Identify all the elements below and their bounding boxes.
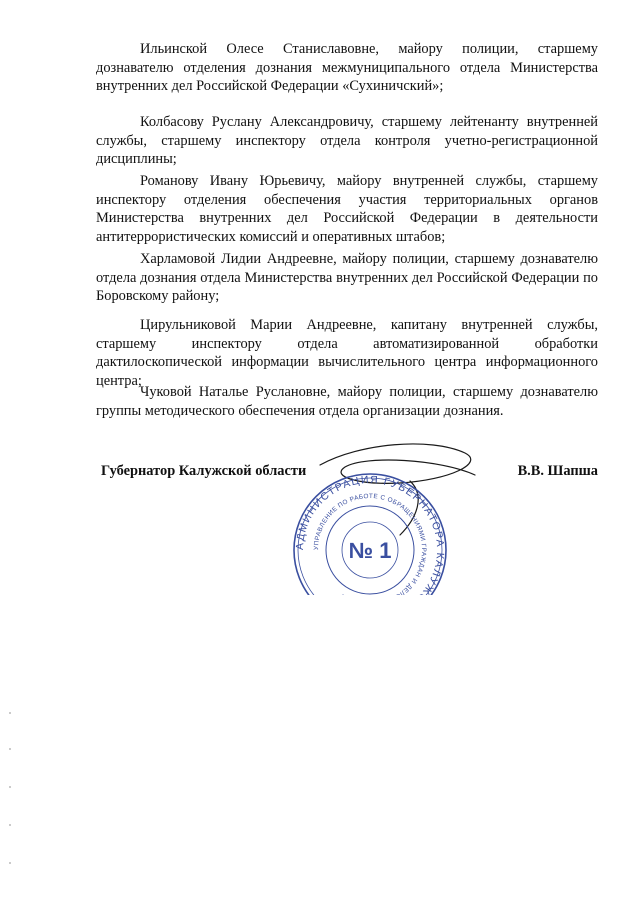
signatory-title: Губернатор Калужской области	[101, 463, 307, 479]
paragraph-tsirulnikova: Цирульниковой Марии Андреевне, капитану внутренней службы, старшему инспектору отдела автоматизированной обработки дактилоскопической информации вычислительного центра информационного центра;	[96, 317, 598, 389]
stamp-outer-text: АДМИНИСТРАЦИЯ ГУБЕРНАТОРА КАЛУЖ	[293, 473, 447, 595]
margin-dot	[9, 862, 11, 864]
paragraph-chukova: Чуковой Наталье Руслановне, майору полиции, старшему дознавателю группы методического обеспечения отдела организации дознания.	[96, 384, 598, 419]
paragraph-kolbasov: Колбасову Руслану Александровичу, старшему лейтенанту внутренней службы, старшему инспектору отдела контроля учетно-регистрационной дисциплины;	[96, 114, 598, 167]
stamp-number: № 1	[348, 538, 392, 563]
margin-dot	[9, 824, 11, 826]
stamp-seal	[294, 474, 446, 595]
margin-dot	[9, 712, 11, 714]
paragraph-romanov: Романову Ивану Юрьевичу, майору внутренней службы, старшему инспектору отделения обеспечения участия территориальных органов Министерства внутренних дел Российской Федерации в деятельности антитеррористических комиссий и оперативных штабов;	[96, 173, 598, 245]
official-stamp	[250, 425, 490, 595]
stamp-graphic	[250, 425, 490, 595]
paragraph-kharlamova: Харламовой Лидии Андреевне, майору полиции, старшему дознавателю отдела дознания отдела Министерства внутренних дел Российской Федерации по Боровскому району;	[96, 251, 598, 304]
paragraph-ilinskaya: Ильинской Олесе Станиславовне, майору полиции, старшему дознавателю отделения дознания межмуниципального отдела Министерства внутренних дел Российской Федерации «Сухиничский»;	[96, 41, 598, 94]
signatory-name: В.В. Шапша	[517, 463, 598, 479]
margin-dot	[9, 786, 11, 788]
stamp-inner-text: УПРАВЛЕНИЕ ПО РАБОТЕ С ОБРАЩЕНИЯМИ ГРАЖДАН И ДЕЛ	[312, 492, 428, 595]
margin-dot	[9, 748, 11, 750]
